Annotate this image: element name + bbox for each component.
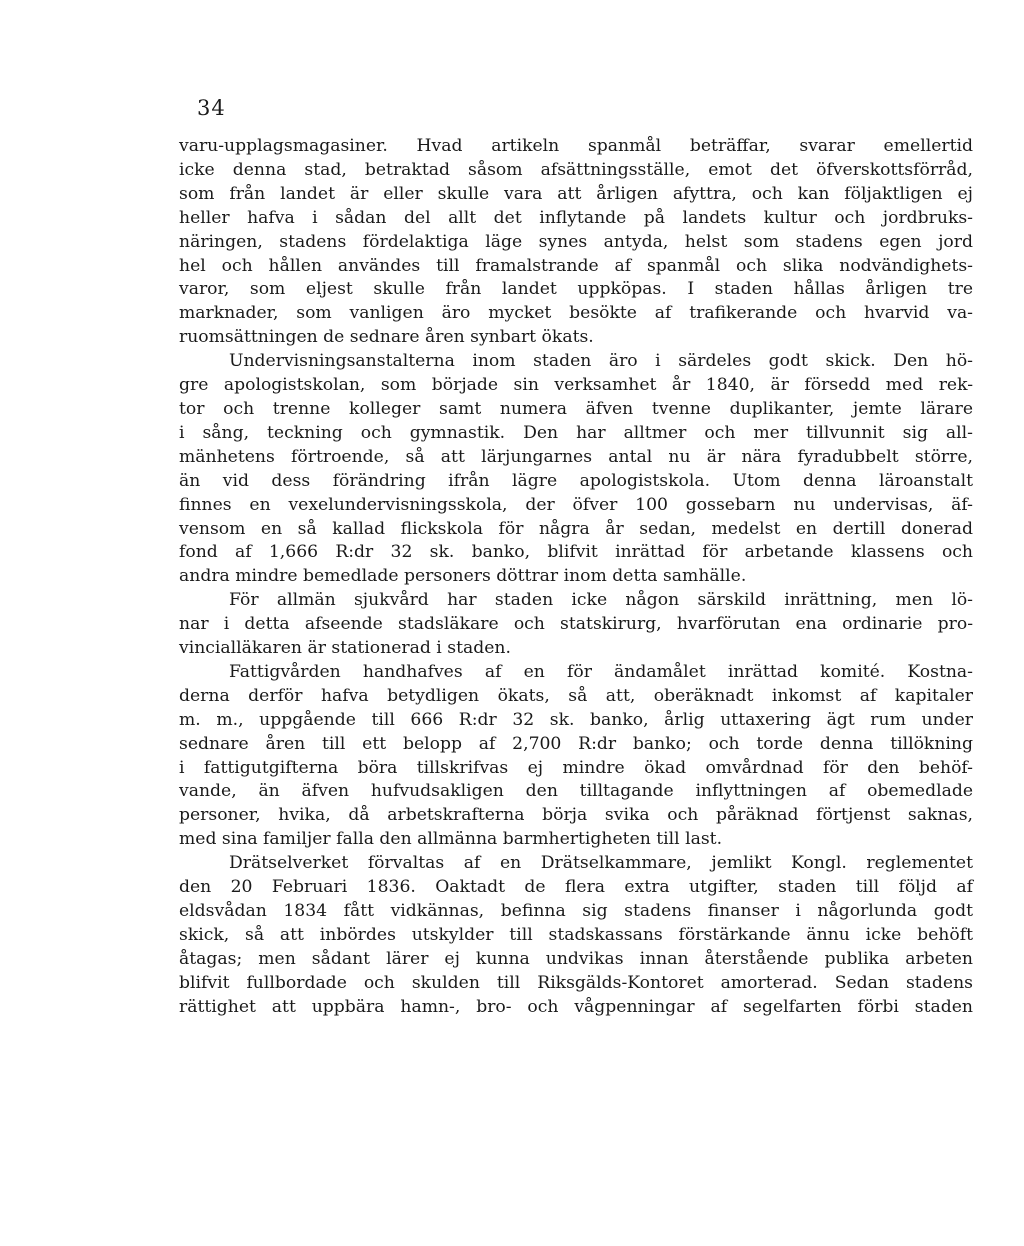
text-line: mänhetens förtroende, så att lärjungarnes antal nu är nära fyradubbelt större, [179,446,973,467]
text-line: den 20 Februari 1836. Oaktadt de flera extra utgifter, staden till följd af [179,877,973,898]
text-line: marknader, som vanligen äro mycket besökte af trafikerande och hvarvid va- [179,303,973,324]
text-line: icke denna stad, betraktad såsom afsättningsställe, emot det öfverskottsförråd, [179,159,973,180]
text-line: skick, så att inbördes utskylder till stadskassans förstärkande ännu icke behöft [179,924,973,945]
text-line: som från landet är eller skulle vara att årligen afyttra, och kan följaktligen ej [179,183,973,204]
text-line: åtagas; men sådant lärer ej kunna undvikas innan återstående publika arbeten [179,948,973,969]
text-line: m. m., uppgående till 666 R:dr 32 sk. banko, årlig uttaxering ägt rum under [179,709,973,730]
page-number: 34 [197,96,226,120]
text-line: Fattigvården handhafves af en för ändamålet inrättad komité. Kostna- [229,661,973,682]
text-line: heller hafva i sådan del allt det inflytande på landets kultur och jordbruks- [179,207,973,228]
text-line: personer, hvika, då arbetskrafterna börja svika och påräknad förtjenst saknas, [179,805,973,826]
text-line: än vid dess förändring ifrån lägre apologistskola. Utom denna läroanstalt [179,470,973,491]
text-line: varu-upplagsmagasiner. Hvad artikeln spanmål beträffar, svarar emellertid [179,136,973,156]
text-line: Undervisningsanstalterna inom staden äro i särdeles godt skick. Den hö- [229,351,973,372]
text-line: gre apologistskolan, som började sin verksamhet år 1840, är försedd med rek- [179,375,973,396]
text-line: vensom en så kallad flickskola för några år sedan, medelst en dertill donerad [179,518,973,539]
text-line: nar i detta afseende stadsläkare och statskirurg, hvarförutan ena ordinarie pro- [179,614,973,635]
text-line: i sång, teckning och gymnastik. Den har alltmer och mer tillvunnit sig all- [179,422,973,443]
text-line: näringen, stadens fördelaktiga läge synes antyda, helst som stadens egen jord [179,231,973,252]
text-line: För allmän sjukvård har staden icke någon särskild inrättning, men lö- [229,590,973,611]
body-text [179,135,973,1020]
text-line: med sina familjer falla den allmänna barmhertigheten till last. [179,829,723,850]
text-line: fond af 1,666 R:dr 32 sk. banko, blifvit inrättad för arbetande klassens och [179,542,973,563]
text-line: blifvit fullbordade och skulden till Riksgälds-Kontoret amorterad. Sedan stadens [179,972,973,993]
text-line: derna derför hafva betydligen ökats, så att, oberäknadt inkomst af kapitaler [179,685,973,706]
text-line: vincialläkaren är stationerad i staden. [179,638,511,659]
text-line: i fattigutgifterna böra tillskrifvas ej mindre ökad omvårdnad för den behöf- [179,757,973,778]
text-line: eldsvådan 1834 fått vidkännas, befinna sig stadens finanser i någorlunda godt [179,901,973,921]
text-line: ruomsättningen de sednare åren synbart ökats. [179,327,594,348]
text-line: sednare åren till ett belopp af 2,700 R:dr banko; och torde denna tillökning [179,733,973,754]
text-line: hel och hållen användes till framalstrande af spanmål och slika nodvändighets- [179,255,973,276]
text-line: finnes en vexelundervisningsskola, der öfver 100 gossebarn nu undervisas, äf- [179,494,973,515]
text-line: andra mindre bemedlade personers döttrar inom detta samhälle. [179,566,747,587]
text-line: varor, som eljest skulle från landet uppköpas. I staden hållas årligen tre [179,279,973,300]
text-line: vande, än äfven hufvudsakligen den tilltagande inflyttningen af obemedlade [179,781,973,802]
text-line: rättighet att uppbära hamn-, bro- och vågpenningar af segelfarten förbi staden [179,996,973,1017]
text-line: Drätselverket förvaltas af en Drätselkammare, jemlikt Kongl. reglementet [229,853,973,874]
text-line: tor och trenne kolleger samt numera äfven tvenne duplikanter, jemte lärare [179,398,973,419]
